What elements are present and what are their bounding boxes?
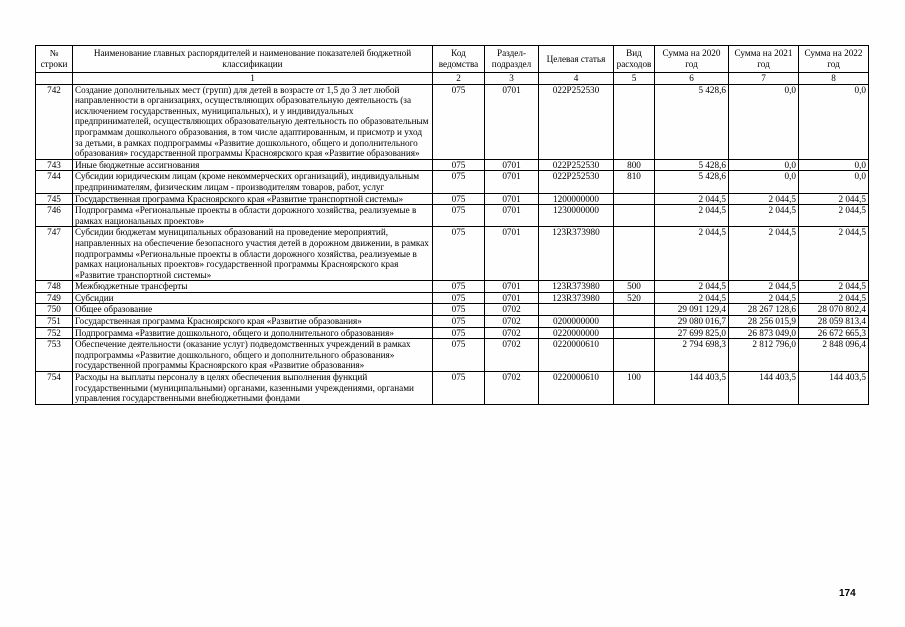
row-name: Создание дополнительных мест (групп) для детей в возрасте от 1,5 до 3 лет любой направленности в организациях, осуществляющих образовательную деятельность (за исключением государственных, муниципальных), и у индивидуальных предпринимателей, осуществляющих образовательную деятельность по образовательным программам дошкольного образования, в том числе адаптированным, и присмотр и уход за детьми, в рамках подпрограммы «Развитие дошкольного, общего и дополнительного образования» государственной программы Красноярского края «Развитие образования» xyxy=(73,84,433,159)
row-target-article: 0200000000 xyxy=(539,316,614,328)
row-dept-code: 075 xyxy=(433,304,485,316)
row-name: Государственная программа Красноярского края «Развитие транспортной системы» xyxy=(73,193,433,205)
col-number-blank xyxy=(36,73,73,85)
row-sum-2020: 2 794 698,3 xyxy=(655,339,729,372)
table-row xyxy=(36,339,869,372)
row-sum-2021: 2 044,5 xyxy=(729,205,799,227)
row-expense-type xyxy=(614,316,655,328)
row-sum-2021: 0,0 xyxy=(729,171,799,193)
row-dept-code: 075 xyxy=(433,372,485,405)
row-sum-2020: 5 428,6 xyxy=(655,84,729,159)
row-section: 0701 xyxy=(485,193,539,205)
row-name: Подпрограмма «Развитие дошкольного, общего и дополнительного образования» xyxy=(73,327,433,339)
row-target-article: 0220000610 xyxy=(539,339,614,372)
row-sum-2020: 2 044,5 xyxy=(655,227,729,281)
row-number: 746 xyxy=(36,205,73,227)
row-target-article: 123R373980 xyxy=(539,227,614,281)
row-sum-2020: 2 044,5 xyxy=(655,193,729,205)
row-name: Иные бюджетные ассигнования xyxy=(73,159,433,171)
col-number: 8 xyxy=(799,73,869,85)
table-row xyxy=(36,171,869,193)
row-sum-2022: 2 848 096,4 xyxy=(799,339,869,372)
row-sum-2021: 2 044,5 xyxy=(729,227,799,281)
table-row xyxy=(36,372,869,405)
row-expense-type: 520 xyxy=(614,292,655,304)
row-sum-2021: 2 044,5 xyxy=(729,292,799,304)
row-dept-code: 075 xyxy=(433,316,485,328)
col-number: 6 xyxy=(655,73,729,85)
col-number: 4 xyxy=(539,73,614,85)
row-sum-2021: 28 256 015,9 xyxy=(729,316,799,328)
row-sum-2022: 144 403,5 xyxy=(799,372,869,405)
header-2021: Сумма на 2021 год xyxy=(729,46,799,73)
row-sum-2022: 0,0 xyxy=(799,84,869,159)
row-dept-code: 075 xyxy=(433,84,485,159)
row-dept-code: 075 xyxy=(433,339,485,372)
header-target: Целевая статья xyxy=(539,46,614,73)
row-expense-type xyxy=(614,304,655,316)
row-expense-type xyxy=(614,339,655,372)
row-sum-2020: 2 044,5 xyxy=(655,292,729,304)
row-sum-2020: 2 044,5 xyxy=(655,281,729,293)
row-expense-type: 810 xyxy=(614,171,655,193)
row-section: 0701 xyxy=(485,171,539,193)
row-sum-2022: 26 672 665,3 xyxy=(799,327,869,339)
row-number: 743 xyxy=(36,159,73,171)
header-exp: Вид расходов xyxy=(614,46,655,73)
row-expense-type: 800 xyxy=(614,159,655,171)
row-sum-2022: 28 059 813,4 xyxy=(799,316,869,328)
row-sum-2022: 0,0 xyxy=(799,159,869,171)
row-target-article: 1230000000 xyxy=(539,205,614,227)
row-sum-2021: 144 403,5 xyxy=(729,372,799,405)
page-number: 174 xyxy=(839,588,856,599)
row-target-article xyxy=(539,304,614,316)
table-row xyxy=(36,304,869,316)
table-row xyxy=(36,205,869,227)
row-section: 0701 xyxy=(485,159,539,171)
row-sum-2021: 26 873 049,0 xyxy=(729,327,799,339)
table-row xyxy=(36,281,869,293)
row-name: Расходы на выплаты персоналу в целях обеспечения выполнения функций государственными (муниципальными) органами, казенными учреждениями, органами управления государственными внебюджетными фондами xyxy=(73,372,433,405)
row-dept-code: 075 xyxy=(433,281,485,293)
header-2020: Сумма на 2020 год xyxy=(655,46,729,73)
row-sum-2022: 2 044,5 xyxy=(799,193,869,205)
row-number: 742 xyxy=(36,84,73,159)
row-number: 751 xyxy=(36,316,73,328)
row-sum-2020: 5 428,6 xyxy=(655,171,729,193)
row-expense-type xyxy=(614,227,655,281)
row-name: Общее образование xyxy=(73,304,433,316)
row-sum-2022: 0,0 xyxy=(799,171,869,193)
header-dept: Код ведомства xyxy=(433,46,485,73)
row-section: 0701 xyxy=(485,292,539,304)
budget-table xyxy=(35,45,869,405)
row-name: Подпрограмма «Региональные проекты в области дорожного хозяйства, реализуемые в рамках национальных проектов» xyxy=(73,205,433,227)
row-dept-code: 075 xyxy=(433,227,485,281)
col-number: 5 xyxy=(614,73,655,85)
col-number: 1 xyxy=(73,73,433,85)
row-section: 0701 xyxy=(485,227,539,281)
row-sum-2021: 2 044,5 xyxy=(729,193,799,205)
row-name: Субсидии юридическим лицам (кроме некоммерческих организаций), индивидуальным предпринимателям, физическим лицам - производителям товаров, работ, услуг xyxy=(73,171,433,193)
row-expense-type xyxy=(614,193,655,205)
column-number-row xyxy=(36,73,869,85)
row-number: 754 xyxy=(36,372,73,405)
row-section: 0701 xyxy=(485,84,539,159)
row-sum-2020: 144 403,5 xyxy=(655,372,729,405)
row-target-article: 123R373980 xyxy=(539,281,614,293)
row-sum-2020: 29 080 016,7 xyxy=(655,316,729,328)
table-row xyxy=(36,84,869,159)
table-header-row xyxy=(36,46,869,73)
row-sum-2022: 2 044,5 xyxy=(799,205,869,227)
col-number: 2 xyxy=(433,73,485,85)
row-name: Государственная программа Красноярского края «Развитие образования» xyxy=(73,316,433,328)
row-name: Межбюджетные трансферты xyxy=(73,281,433,293)
row-dept-code: 075 xyxy=(433,193,485,205)
col-number: 7 xyxy=(729,73,799,85)
row-name: Субсидии бюджетам муниципальных образований на проведение мероприятий, направленных на обеспечение безопасного участия детей в дорожном движении, в рамках подпрограммы «Региональные проекты в области дорожного хозяйства, реализуемые в рамках национальных проектов» государственной программы Красноярского края «Развитие транспортной системы» xyxy=(73,227,433,281)
row-expense-type xyxy=(614,327,655,339)
row-dept-code: 075 xyxy=(433,327,485,339)
row-number: 748 xyxy=(36,281,73,293)
table-row xyxy=(36,159,869,171)
row-sum-2021: 2 044,5 xyxy=(729,281,799,293)
col-number: 3 xyxy=(485,73,539,85)
row-sum-2022: 28 070 802,4 xyxy=(799,304,869,316)
table-row xyxy=(36,316,869,328)
row-section: 0702 xyxy=(485,316,539,328)
table-row xyxy=(36,327,869,339)
row-section: 0701 xyxy=(485,281,539,293)
row-section: 0702 xyxy=(485,372,539,405)
row-section: 0701 xyxy=(485,205,539,227)
row-expense-type: 100 xyxy=(614,372,655,405)
header-section: Раздел-подраздел xyxy=(485,46,539,73)
row-target-article: 022P252530 xyxy=(539,84,614,159)
row-target-article: 022P252530 xyxy=(539,171,614,193)
row-sum-2020: 2 044,5 xyxy=(655,205,729,227)
row-expense-type xyxy=(614,205,655,227)
row-section: 0702 xyxy=(485,304,539,316)
row-sum-2021: 0,0 xyxy=(729,159,799,171)
row-sum-2021: 0,0 xyxy=(729,84,799,159)
header-num: № строки xyxy=(36,46,73,73)
row-sum-2020: 5 428,6 xyxy=(655,159,729,171)
table-row xyxy=(36,193,869,205)
table-row xyxy=(36,227,869,281)
row-number: 750 xyxy=(36,304,73,316)
row-number: 745 xyxy=(36,193,73,205)
row-number: 744 xyxy=(36,171,73,193)
row-target-article: 123R373980 xyxy=(539,292,614,304)
header-name: Наименование главных распорядителей и наименование показателей бюджетной классификации xyxy=(73,46,433,73)
row-name: Обеспечение деятельности (оказание услуг) подведомственных учреждений в рамках подпрограммы «Развитие дошкольного, общего и дополнительного образования» государственной программы Красноярского края «Развитие образования» xyxy=(73,339,433,372)
row-number: 753 xyxy=(36,339,73,372)
header-2022: Сумма на 2022 год xyxy=(799,46,869,73)
row-sum-2021: 28 267 128,6 xyxy=(729,304,799,316)
table-row xyxy=(36,292,869,304)
row-target-article: 022P252530 xyxy=(539,159,614,171)
row-dept-code: 075 xyxy=(433,205,485,227)
row-target-article: 1200000000 xyxy=(539,193,614,205)
row-dept-code: 075 xyxy=(433,171,485,193)
row-number: 747 xyxy=(36,227,73,281)
row-expense-type xyxy=(614,84,655,159)
table-body xyxy=(36,84,869,404)
row-section: 0702 xyxy=(485,327,539,339)
row-sum-2022: 2 044,5 xyxy=(799,292,869,304)
row-sum-2022: 2 044,5 xyxy=(799,281,869,293)
row-sum-2020: 29 091 129,4 xyxy=(655,304,729,316)
row-sum-2022: 2 044,5 xyxy=(799,227,869,281)
row-target-article: 0220000610 xyxy=(539,372,614,405)
row-number: 752 xyxy=(36,327,73,339)
row-name: Субсидии xyxy=(73,292,433,304)
row-dept-code: 075 xyxy=(433,292,485,304)
row-dept-code: 075 xyxy=(433,159,485,171)
row-number: 749 xyxy=(36,292,73,304)
row-expense-type: 500 xyxy=(614,281,655,293)
row-sum-2021: 2 812 796,0 xyxy=(729,339,799,372)
row-section: 0702 xyxy=(485,339,539,372)
row-target-article: 0220000000 xyxy=(539,327,614,339)
row-sum-2020: 27 699 825,0 xyxy=(655,327,729,339)
